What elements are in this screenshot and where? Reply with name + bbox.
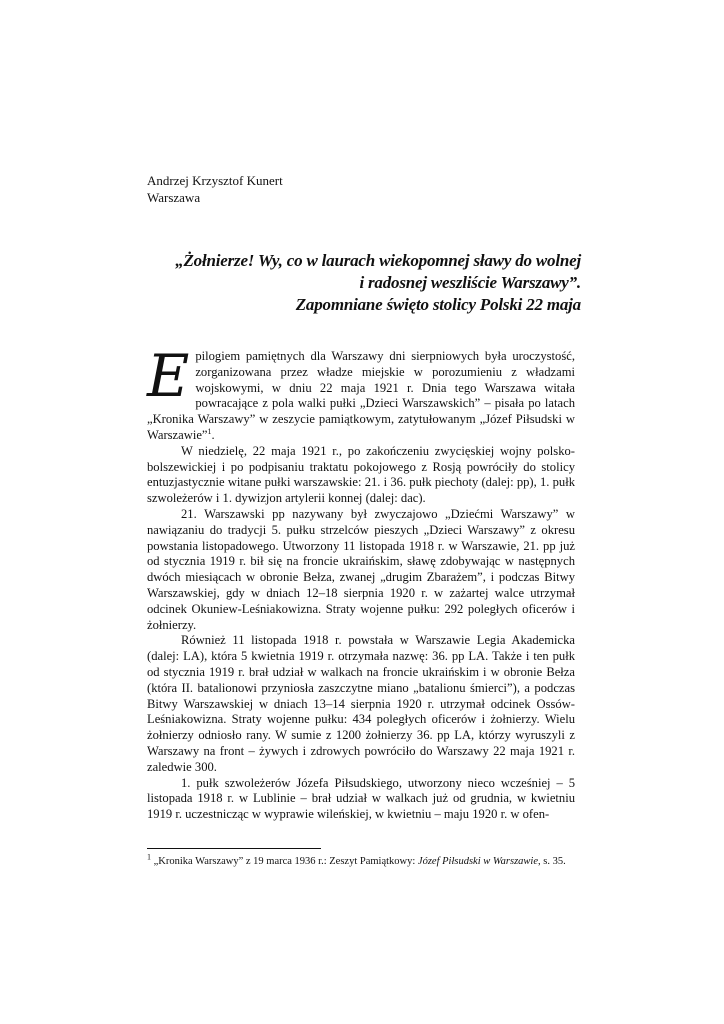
paragraph-1-text: pilogiem pamiętnych dla Warszawy dni sierpniowych była uroczystość, zorganizowana przez władze miejskie w porozumieniu z władzami wojskowymi, w dniu 22 maja 1921 r. Dnia tego Warszawa witała powracające z pola walki pułki „Dzieci Warszawskich” – pisała po latach „Kronika Warszawy” w zeszycie pamiątkowym, zatytułowanym „Józef Piłsudski w Warszawie” [147,349,575,442]
paragraph-4: Również 11 listopada 1918 r. powstała w Warszawie Legia Akademicka (dalej: LA), która 5 kwietnia 1919 r. otrzymała nazwę: 36. pp LA. Także i ten pułk od stycznia 1919 r. brał udział w walkach na froncie ukraińskim i w obronie Bełza (która II. batalionowi przyniosła zaszczytne miano „batalionu śmierci”), a podczas Bitwy Warszawskiej w dniach 13–14 sierpnia 1920 r. utrzymał odcinek Ossów-Leśniakowizna. Straty wojenne pułku: 434 poległych oficerów i żołnierzy. Wielu żołnierzy odniosło rany. W sumie z 1200 żołnierzy 36. pp LA, którzy wyruszyli z Warszawy na front – żywych i zdrowych powróciło do Warszawy 22 maja 1921 r. zaledwie 300. [147,633,575,774]
footnote-end: , s. 35. [538,856,566,867]
footnote [147,852,587,869]
author-name: Andrzej Krzysztof Kunert [147,173,283,188]
title-line-3: Zapomniane święto stolicy Polski 22 maja [295,295,581,314]
paragraph-2: W niedzielę, 22 maja 1921 r., po zakończeniu zwycięskiej wojny polsko-bolszewickiej i po podpisaniu traktatu pokojowego z Rosją powróciły do stolicy entuzjastycznie witane pułki warszawskie: 21. i 36. pułk piechoty (dalej: pp), 1. pułk szwoleżerów i 1. dywizjon artylerii konnej (dalej: dac). [147,443,575,506]
article-title [111,250,581,316]
footnote-number: 1 [147,852,151,862]
author-city: Warszawa [147,190,201,205]
footnote-text: „Kronika Warszawy” z 19 marca 1936 r.: Zeszyt Pamiątkowy: [151,856,418,867]
footnote-ref[interactable]: 1 [207,426,212,436]
paragraph-1 [147,342,575,444]
footnote-title: Józef Piłsudski w Warszawie [417,856,538,867]
title-line-1: „Żołnierze! Wy, co w laurach wiekopomnej sławy do wolnej [175,251,581,270]
drop-cap: E [147,342,190,410]
article-body [147,342,575,823]
paragraph-5: 1. pułk szwoleżerów Józefa Piłsudskiego, utworzony nieco wcześniej – 5 listopada 1918 r. w Lublinie – brał udział w walkach już od grudnia, w kwietniu 1919 r. uczestnicząc w wyprawie wileńskiej, w kwietniu – maju 1920 r. w ofen- [147,775,575,822]
title-line-2: i radosnej weszliście Warszawy”. [359,273,581,292]
author-block [147,172,283,206]
paragraph-1-end: . [211,427,215,442]
footnote-divider [147,848,321,849]
paragraph-3: 21. Warszawski pp nazywany był zwyczajowo „Dziećmi Warszawy” w nawiązaniu do tradycji 5. pułku strzelców pieszych „Dzieci Warszawy” z okresu powstania listopadowego. Utworzony 11 listopada 1918 r. w Warszawie, 21. pp już od stycznia 1919 r. bił się na froncie ukraińskim, sławę zdobywając w następnych dwóch miesiącach w obronie Bełza, zwanej „drugim Zbarażem”, i podczas Bitwy Warszawskiej, gdy w dniach 12–18 sierpnia 1920 r. w zażartej walce utrzymał odcinek Okuniew-Leśniakowizna. Straty wojenne pułku: 292 poległych oficerów i żołnierzy. [147,506,575,632]
